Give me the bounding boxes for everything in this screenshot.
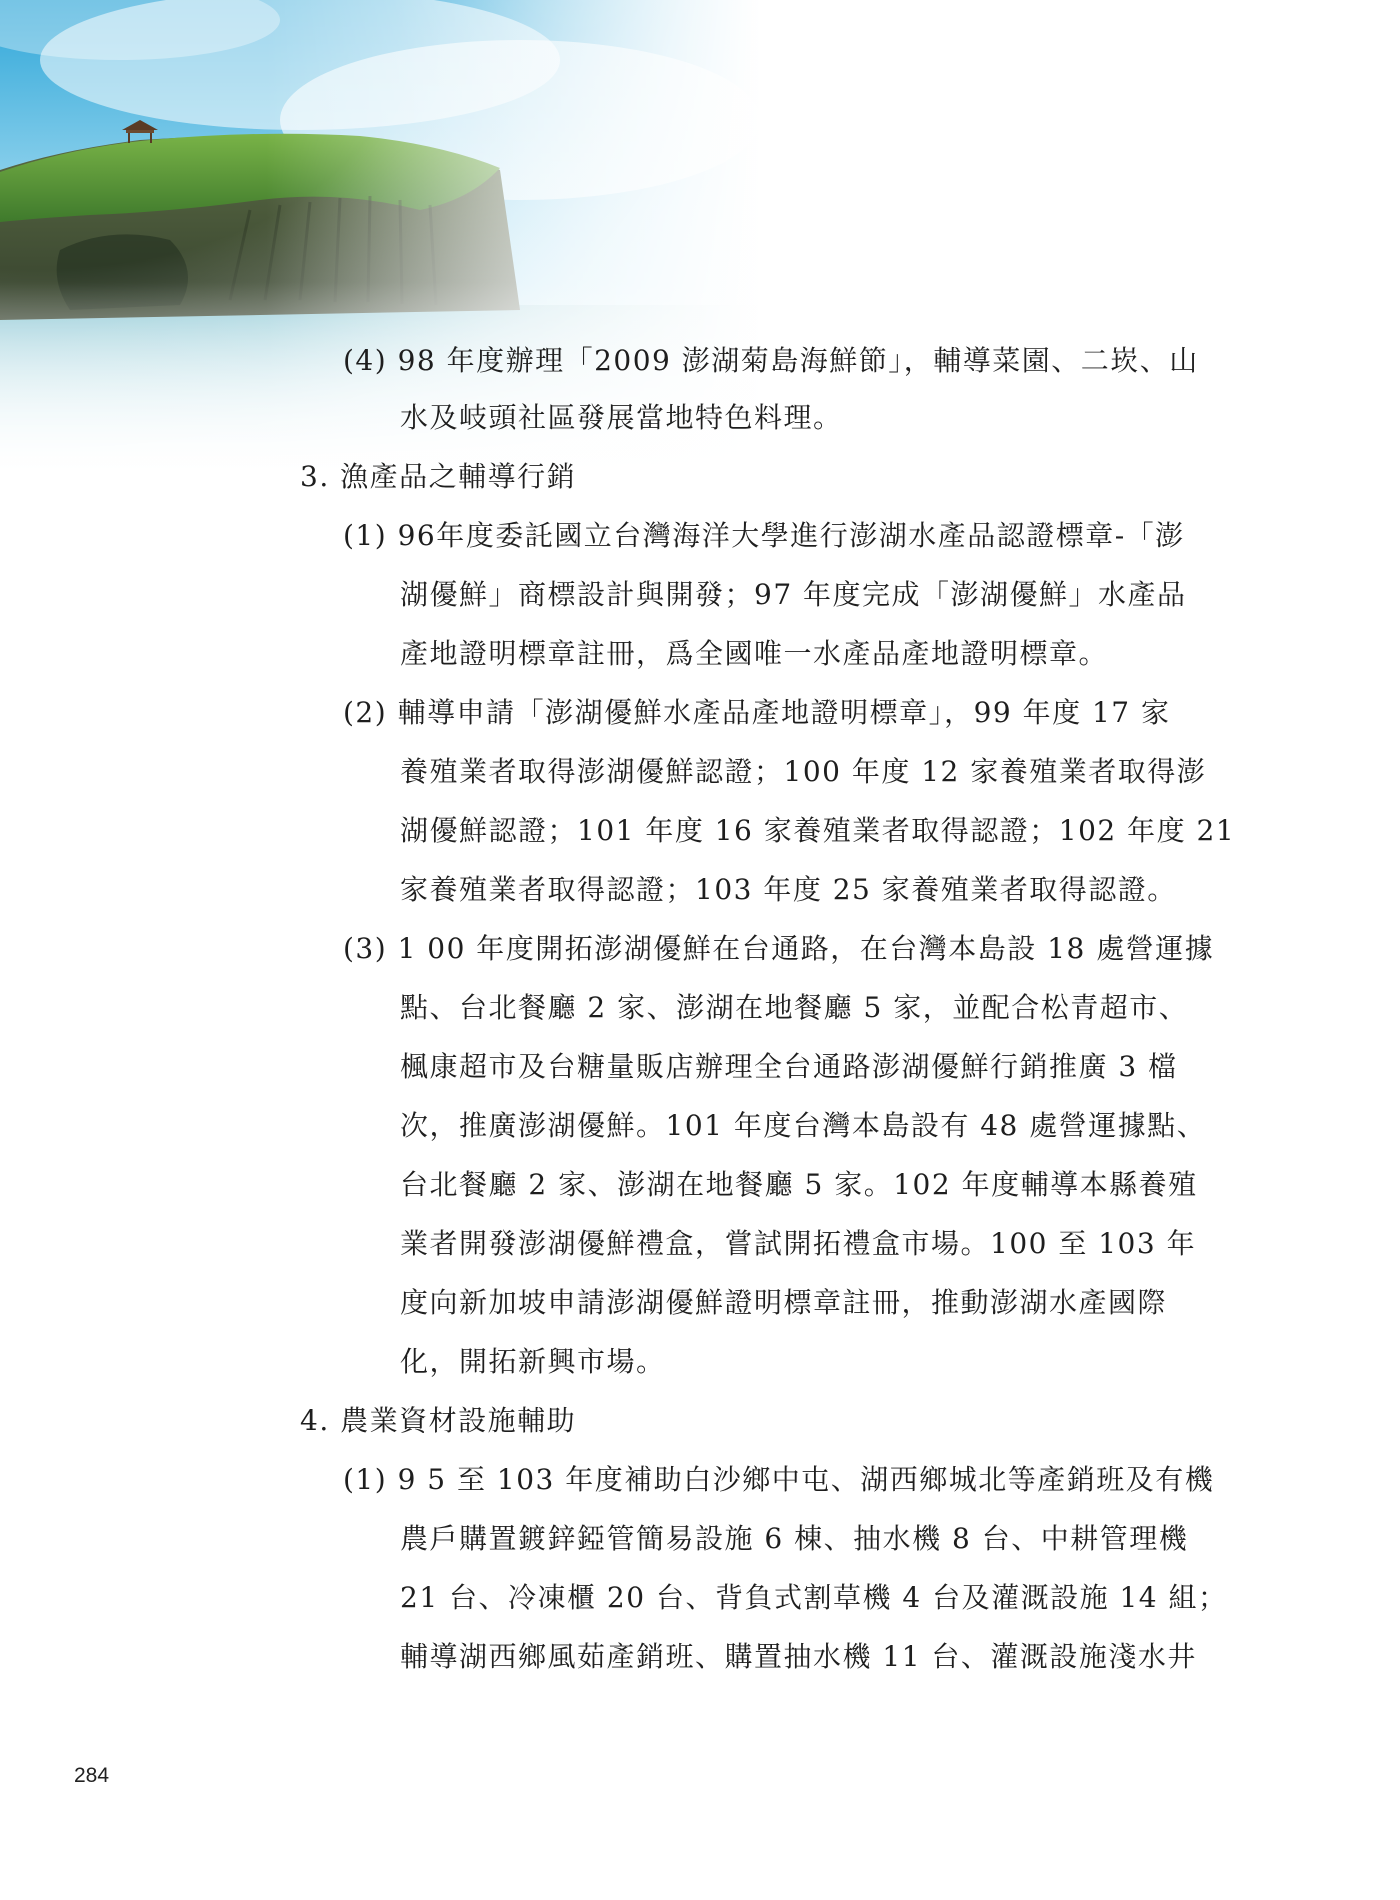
list-item-continuation: 湖優鮮」商標設計與開發；97 年度完成「澎湖優鮮」水產品 xyxy=(400,578,1187,611)
list-item-continuation: 次，推廣澎湖優鮮。101 年度台灣本島設有 48 處營運據點、 xyxy=(400,1109,1207,1142)
list-item-1-line: (1) 9 5 至 103 年度補助白沙鄉中屯、湖西鄉城北等產銷班及有機 xyxy=(343,1463,1215,1496)
list-item-continuation: 產地證明標章註冊，爲全國唯一水產品產地證明標章。 xyxy=(400,637,1109,670)
page-number: 284 xyxy=(74,1764,110,1787)
list-item-continuation: 家養殖業者取得認證；103 年度 25 家養殖業者取得認證。 xyxy=(400,873,1177,906)
list-item-2-line: (2) 輔導申請「澎湖優鮮水產品產地證明標章」，99 年度 17 家 xyxy=(343,696,1171,729)
section-heading-4: 4. 農業資材設施輔助 xyxy=(300,1404,577,1437)
list-item-continuation: 輔導湖西鄉風茹產銷班、購置抽水機 11 台、灌溉設施淺水井 xyxy=(400,1640,1197,1673)
section-heading-3: 3. 漁產品之輔導行銷 xyxy=(300,460,577,493)
list-item-1-line: (1) 96年度委託國立台灣海洋大學進行澎湖水產品認證標章-「澎 xyxy=(343,519,1185,552)
list-item-continuation: 台北餐廳 2 家、澎湖在地餐廳 5 家。102 年度輔導本縣養殖 xyxy=(400,1168,1198,1201)
list-item-continuation: 養殖業者取得澎湖優鮮認證；100 年度 12 家養殖業者取得澎 xyxy=(400,755,1207,788)
list-item-continuation: 度向新加坡申請澎湖優鮮證明標章註冊，推動澎湖水產國際 xyxy=(400,1286,1168,1319)
list-item-continuation: 湖優鮮認證；101 年度 16 家養殖業者取得認證；102 年度 21 xyxy=(400,814,1236,847)
list-item-3-line: (3) 1 00 年度開拓澎湖優鮮在台通路，在台灣本島設 18 處營運據 xyxy=(343,932,1215,965)
list-item-continuation: 水及岐頭社區發展當地特色料理。 xyxy=(400,401,843,434)
list-item-continuation: 楓康超市及台糖量販店辦理全台通路澎湖優鮮行銷推廣 3 檔 xyxy=(400,1050,1178,1083)
list-item-continuation: 點、台北餐廳 2 家、澎湖在地餐廳 5 家，並配合松青超市、 xyxy=(400,991,1189,1024)
list-item-continuation: 農戶購置鍍鋅錏管簡易設施 6 棟、抽水機 8 台、中耕管理機 xyxy=(400,1522,1189,1555)
list-item-continuation: 業者開發澎湖優鮮禮盒，嘗試開拓禮盒市場。100 至 103 年 xyxy=(400,1227,1197,1260)
list-item-4-line: (4) 98 年度辦理「2009 澎湖菊島海鮮節」，輔導菜園、二崁、山 xyxy=(343,344,1199,377)
list-item-continuation: 21 台、冷凍櫃 20 台、背負式割草機 4 台及灌溉設施 14 組； xyxy=(400,1581,1228,1614)
list-item-continuation: 化，開拓新興市場。 xyxy=(400,1345,666,1378)
